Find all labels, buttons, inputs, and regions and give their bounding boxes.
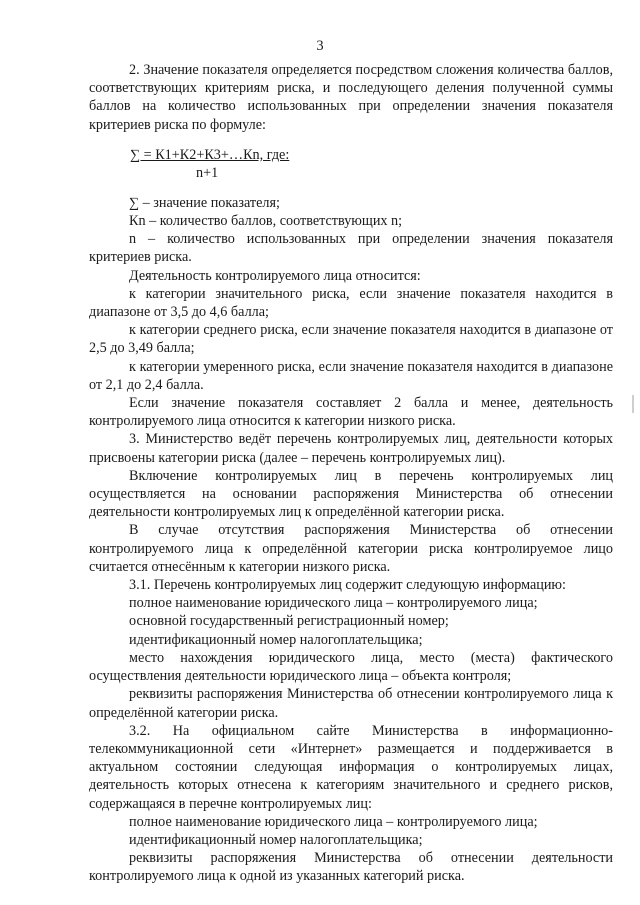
paragraph: полное наименование юридического лица – контролируемого лица; <box>129 813 538 830</box>
formula-block <box>130 146 613 182</box>
paragraph-formula-intro: 2. Значение показателя определяется посредством сложения количества баллов, соответствующих критериям риска, и последующего деления полученной суммы баллов на количество использованных при определении значения показателя критериев риска по формуле: <box>89 62 613 133</box>
paragraph: идентификационный номер налогоплательщика; <box>129 631 423 648</box>
paragraph: основной государственный регистрационный номер; <box>129 613 449 630</box>
paragraph: к категории умеренного риска, если значение показателя находится в диапазоне от 2,1 до 2,4 балла. <box>89 358 613 393</box>
paragraph: Деятельность контролируемого лица относится: <box>129 267 421 284</box>
paragraph: n – количество использованных при определении значения показателя критериев риска. <box>89 231 613 266</box>
paragraph: В случае отсутствия распоряжения Министерства об отнесении контролируемого лица к определённой категории риска контролируемое лицо считается отнесённым к категории низкого риска. <box>89 522 613 575</box>
paragraph: реквизиты распоряжения Министерства об отнесении деятельности контролируемого лица к одной из указанных категорий риска. <box>89 850 613 885</box>
paragraph: место нахождения юридического лица, место (места) фактического осуществления деятельности юридического лица – объекта контроля; <box>89 649 613 685</box>
paragraph: к категории значительного риска, если значение показателя находится в диапазоне от 3,5 до 4,6 балла; <box>89 285 613 321</box>
paragraph: 3.2. На официальном сайте Министерства в информационно-телекоммуникационной сети «Интернет» размещается и поддерживается в актуальном состоянии следующая информация о контролируемых лицах, деятельность которых отнесена к категориям значительного и среднего рисков, содержащаяся в перечне контролируемых лиц: <box>89 722 613 812</box>
formula-numerator: ∑ = К1+К2+К3+…Кn, где: <box>130 146 290 163</box>
paragraph: идентификационный номер налогоплательщика; <box>129 831 423 848</box>
page-number: 3 <box>316 38 324 54</box>
paragraph: к категории среднего риска, если значение показателя находится в диапазоне от 2,5 до 3,49 балла; <box>89 322 613 357</box>
paragraph: Включение контролируемых лиц в перечень контролируемых лиц осуществляется на основании распоряжения Министерства об отнесении деятельности контролируемых лиц к определённой категории риска. <box>89 467 613 521</box>
document-body <box>89 61 613 886</box>
paragraph: Кn – количество баллов, соответствующих n; <box>129 213 403 230</box>
paragraph: реквизиты распоряжения Министерства об отнесении контролируемого лица к определённой категории риска. <box>89 686 613 721</box>
formula-denominator: n+1 <box>196 164 219 181</box>
paragraph: ∑ – значение показателя; <box>129 194 280 211</box>
paragraph: Если значение показателя составляет 2 балла и менее, деятельность контролируемого лица относится к категории низкого риска. <box>89 395 613 430</box>
paragraph: полное наименование юридического лица – контролируемого лица; <box>129 595 538 612</box>
paragraph-list <box>89 194 613 886</box>
paragraph: 3.1. Перечень контролируемых лиц содержит следующую информацию: <box>129 577 566 594</box>
scan-margin-mark <box>632 395 634 413</box>
paragraph: 3. Министерство ведёт перечень контролируемых лиц, деятельности которых присвоены категории риска (далее – перечень контролируемых лиц). <box>89 431 613 466</box>
